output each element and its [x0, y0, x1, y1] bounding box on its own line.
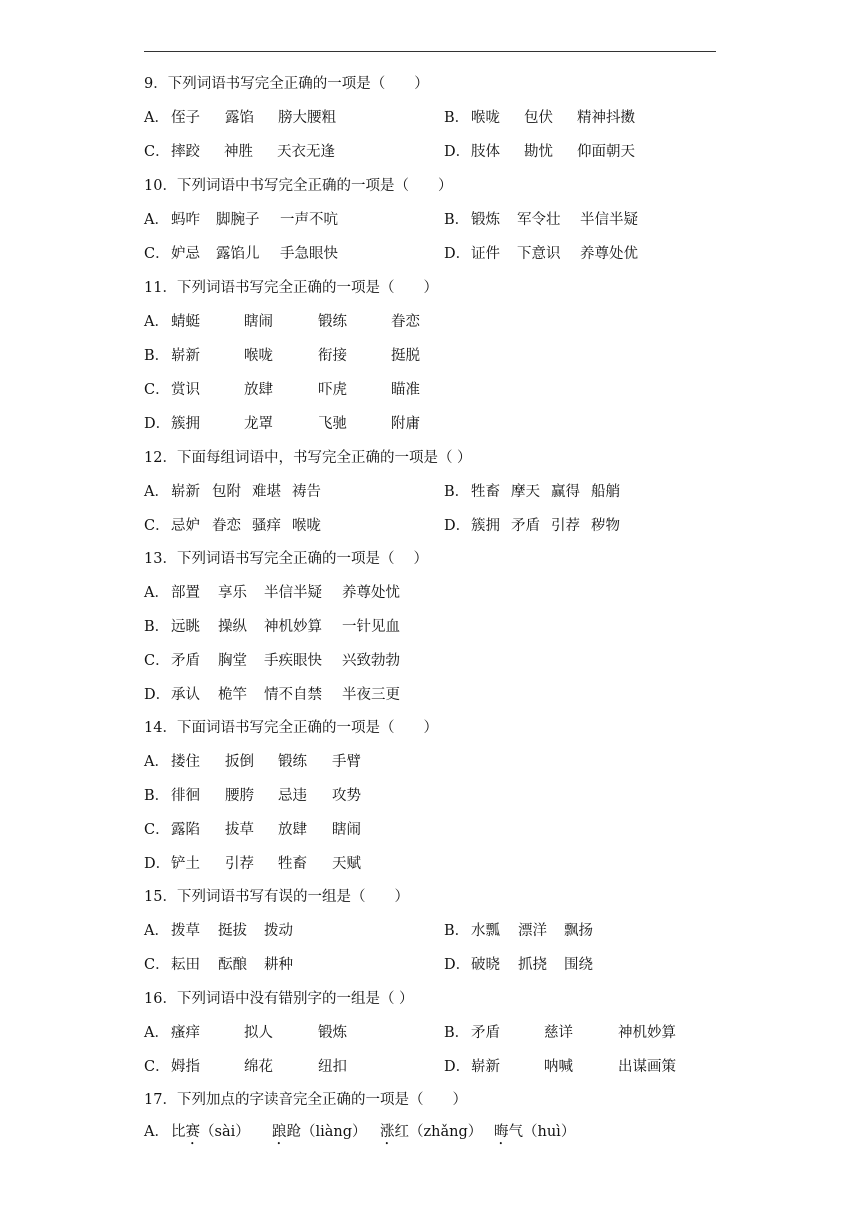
- q10-option-d[interactable]: [444, 242, 638, 263]
- option-letter: C．: [144, 144, 170, 160]
- word: 养尊处忧: [342, 585, 400, 601]
- word: 拟人: [244, 1025, 273, 1041]
- word: 忌违: [278, 788, 307, 804]
- word: 簇拥: [171, 416, 200, 432]
- word: 部置: [171, 585, 200, 601]
- dotted-char: 赛: [185, 1124, 200, 1140]
- word: 包伏: [524, 110, 553, 126]
- word: 崭新: [471, 1059, 500, 1075]
- question-15-stem: 15．下列词语书写有误的一组是（ ）: [144, 889, 409, 905]
- word: 忌妒: [171, 518, 200, 534]
- word: 耕种: [264, 957, 293, 973]
- option-letter: C．: [144, 957, 170, 973]
- q16-option-b[interactable]: [444, 1021, 676, 1042]
- option-letter: A．: [144, 923, 169, 939]
- dotted-char: 晦: [494, 1124, 509, 1140]
- word: 胸堂: [218, 653, 247, 669]
- word: 妒忌: [171, 246, 200, 262]
- q11-option-d[interactable]: [144, 412, 420, 433]
- option-letter: D．: [444, 144, 471, 160]
- word: 半信半疑: [580, 212, 638, 228]
- word: 手急眼快: [280, 246, 338, 262]
- word: 簇拥: [471, 518, 500, 534]
- q12-option-b[interactable]: [444, 480, 620, 501]
- dotted-char: 涨: [380, 1124, 395, 1140]
- q10-option-a[interactable]: [144, 208, 338, 229]
- word: 姆指: [171, 1059, 200, 1075]
- word: 远眺: [171, 619, 200, 635]
- char: 比: [171, 1124, 186, 1140]
- word: 吓虎: [318, 382, 347, 398]
- q11-option-a[interactable]: [144, 310, 420, 331]
- word: 神机妙算: [618, 1025, 676, 1041]
- header-rule: [144, 51, 716, 52]
- option-letter: A．: [144, 314, 169, 330]
- option-letter: B．: [444, 110, 470, 126]
- pinyin-item: [171, 1120, 250, 1148]
- word: 放肆: [244, 382, 273, 398]
- q12-option-d[interactable]: [444, 514, 620, 535]
- word: 包附: [212, 484, 241, 500]
- option-letter: C．: [144, 653, 170, 669]
- word: 飘扬: [564, 923, 593, 939]
- word: 赏识: [171, 382, 200, 398]
- word: 攻势: [332, 788, 361, 804]
- word: 徘徊: [171, 788, 200, 804]
- char: 跄: [286, 1124, 301, 1140]
- word: 肢体: [471, 144, 500, 160]
- q13-option-b[interactable]: [144, 615, 400, 636]
- option-letter: A．: [144, 212, 169, 228]
- question-13-stem: 13．下列词语书写完全正确的一项是（ ）: [144, 551, 429, 567]
- q9-option-b[interactable]: [444, 106, 635, 127]
- word: 祷告: [292, 484, 321, 500]
- q14-option-d[interactable]: [144, 852, 361, 873]
- word: 腰胯: [225, 788, 254, 804]
- option-letter: D．: [444, 1059, 471, 1075]
- word: 牲畜: [278, 856, 307, 872]
- word: 露馅: [225, 110, 254, 126]
- q13-option-d[interactable]: [144, 683, 400, 704]
- option-letter: C．: [144, 246, 170, 262]
- q17-option-a[interactable]: [144, 1120, 576, 1141]
- word: 引荐: [551, 518, 580, 534]
- option-letter: C．: [144, 1059, 170, 1075]
- q10-option-b[interactable]: [444, 208, 638, 229]
- option-letter: B．: [444, 484, 470, 500]
- word: 龙罩: [244, 416, 273, 432]
- word: 崭新: [171, 484, 200, 500]
- word: 一声不吭: [280, 212, 338, 228]
- word: 一针见血: [342, 619, 400, 635]
- q15-option-b[interactable]: [444, 919, 593, 940]
- word: 天赋: [332, 856, 361, 872]
- word: 扳倒: [225, 754, 254, 770]
- option-letter: A．: [144, 754, 169, 770]
- q13-option-a[interactable]: [144, 581, 400, 602]
- option-letter: D．: [444, 246, 471, 262]
- word: 精神抖擞: [577, 110, 635, 126]
- word: 喉咙: [471, 110, 500, 126]
- word: 摔跤: [171, 144, 200, 160]
- word: 兴致勃勃: [342, 653, 400, 669]
- option-letter: A．: [144, 1025, 169, 1041]
- option-letter: B．: [144, 348, 170, 364]
- word: 附庸: [391, 416, 420, 432]
- word: 慈详: [544, 1025, 573, 1041]
- q16-option-c[interactable]: [144, 1055, 347, 1076]
- word: 养尊处优: [580, 246, 638, 262]
- word: 蜻蜓: [171, 314, 200, 330]
- q9-option-a[interactable]: [144, 106, 336, 127]
- word: 出谋画策: [618, 1059, 676, 1075]
- word: 骚痒: [252, 518, 281, 534]
- word: 膀大腰粗: [278, 110, 336, 126]
- q11-option-c[interactable]: [144, 378, 420, 399]
- question-16-stem: 16．下列词语中没有错别字的一组是（ ）: [144, 991, 414, 1007]
- option-letter: A．: [144, 1124, 169, 1140]
- word: 眷恋: [212, 518, 241, 534]
- question-17-stem: 17．下列加点的字读音完全正确的一项是（ ）: [144, 1092, 467, 1108]
- word: 享乐: [218, 585, 247, 601]
- word: 围绕: [564, 957, 593, 973]
- word: 放肆: [278, 822, 307, 838]
- word: 矛盾: [511, 518, 540, 534]
- option-letter: B．: [444, 212, 470, 228]
- word: 手疾眼快: [264, 653, 322, 669]
- word: 纽扣: [318, 1059, 347, 1075]
- word: 摩天: [511, 484, 540, 500]
- word: 锻炼: [318, 1025, 347, 1041]
- word: 仰面朝天: [577, 144, 635, 160]
- option-letter: C．: [144, 382, 170, 398]
- word: 矛盾: [171, 653, 200, 669]
- word: 破晓: [471, 957, 500, 973]
- word: 露陷: [171, 822, 200, 838]
- word: 情不自禁: [264, 687, 322, 703]
- pinyin-item: [380, 1120, 482, 1148]
- word: 勘忧: [524, 144, 553, 160]
- q14-option-a[interactable]: [144, 750, 361, 771]
- pinyin-item: [272, 1120, 367, 1148]
- word: 衔接: [318, 348, 347, 364]
- option-letter: B．: [444, 1025, 470, 1041]
- option-letter: D．: [444, 957, 471, 973]
- option-letter: D．: [144, 416, 171, 432]
- word: 飞驰: [318, 416, 347, 432]
- word: 瞄准: [391, 382, 420, 398]
- word: 拨草: [171, 923, 200, 939]
- option-letter: D．: [144, 687, 171, 703]
- word: 瘙痒: [171, 1025, 200, 1041]
- question-14-stem: 14．下面词语书写完全正确的一项是（ ）: [144, 720, 438, 736]
- q10-option-c[interactable]: [144, 242, 338, 263]
- q12-option-c[interactable]: [144, 514, 321, 535]
- q14-option-b[interactable]: [144, 784, 361, 805]
- word: 眷恋: [391, 314, 420, 330]
- question-12-stem: 12．下面每组词语中，书写完全正确的一项是（ ）: [144, 450, 472, 466]
- word: 手臂: [332, 754, 361, 770]
- option-letter: C．: [144, 822, 170, 838]
- word: 露馅儿: [216, 246, 260, 262]
- q9-option-d[interactable]: [444, 140, 635, 161]
- word: 难堪: [252, 484, 281, 500]
- q14-option-c[interactable]: [144, 818, 361, 839]
- word: 水瓢: [471, 923, 500, 939]
- word: 搂住: [171, 754, 200, 770]
- char: 红: [394, 1124, 409, 1140]
- question-9-stem: 9．下列词语书写完全正确的一项是（ ）: [144, 76, 429, 92]
- word: 操纵: [218, 619, 247, 635]
- word: 瞎闹: [244, 314, 273, 330]
- word: 船艄: [591, 484, 620, 500]
- char: 气: [508, 1124, 523, 1140]
- word: 神机妙算: [264, 619, 322, 635]
- question-11-stem: 11．下列词语书写完全正确的一项是（ ）: [144, 280, 438, 296]
- word: 矛盾: [471, 1025, 500, 1041]
- word: 喉咙: [292, 518, 321, 534]
- dotted-char: 踉: [272, 1124, 287, 1140]
- word: 锻练: [318, 314, 347, 330]
- word: 抓挠: [518, 957, 547, 973]
- word: 锻炼: [471, 212, 500, 228]
- word: 绵花: [244, 1059, 273, 1075]
- word: 瞎闹: [332, 822, 361, 838]
- option-letter: A．: [144, 110, 169, 126]
- word: 挺拔: [218, 923, 247, 939]
- word: 天衣无逢: [277, 144, 335, 160]
- word: 呐喊: [544, 1059, 573, 1075]
- word: 证件: [471, 246, 500, 262]
- word: 牲畜: [471, 484, 500, 500]
- word: 锻练: [278, 754, 307, 770]
- q16-option-d[interactable]: [444, 1055, 676, 1076]
- option-letter: B．: [144, 788, 170, 804]
- word: 耘田: [171, 957, 200, 973]
- word: 下意识: [517, 246, 561, 262]
- word: 喉咙: [244, 348, 273, 364]
- option-letter: A．: [144, 585, 169, 601]
- q15-option-c[interactable]: [144, 953, 293, 974]
- word: 半信半疑: [264, 585, 322, 601]
- word: 半夜三更: [342, 687, 400, 703]
- q11-option-b[interactable]: [144, 344, 420, 365]
- word: 军令壮: [517, 212, 561, 228]
- pinyin: （huì）: [523, 1124, 576, 1140]
- word: 挺脱: [391, 348, 420, 364]
- option-letter: B．: [144, 619, 170, 635]
- option-letter: D．: [144, 856, 171, 872]
- word: 神胜: [224, 144, 253, 160]
- word: 引荐: [225, 856, 254, 872]
- word: 蚂咋: [171, 212, 200, 228]
- option-letter: D．: [444, 518, 471, 534]
- pinyin: （sài）: [200, 1124, 250, 1140]
- word: 承认: [171, 687, 200, 703]
- word: 铲土: [171, 856, 200, 872]
- word: 酝酿: [218, 957, 247, 973]
- word: 桅竿: [218, 687, 247, 703]
- pinyin: （liàng）: [301, 1124, 367, 1140]
- word: 崭新: [171, 348, 200, 364]
- word: 漂洋: [518, 923, 547, 939]
- word: 拔草: [225, 822, 254, 838]
- word: 拨动: [264, 923, 293, 939]
- word: 脚腕子: [216, 212, 260, 228]
- pinyin-item: [494, 1120, 575, 1148]
- option-letter: C．: [144, 518, 170, 534]
- q9-option-c[interactable]: [144, 140, 335, 161]
- pinyin: （zhǎng）: [409, 1124, 483, 1140]
- q16-option-a[interactable]: [144, 1021, 347, 1042]
- q15-option-a[interactable]: [144, 919, 293, 940]
- option-letter: B．: [444, 923, 470, 939]
- word: 秽物: [591, 518, 620, 534]
- q15-option-d[interactable]: [444, 953, 593, 974]
- q13-option-c[interactable]: [144, 649, 400, 670]
- word: 赢得: [551, 484, 580, 500]
- option-letter: A．: [144, 484, 169, 500]
- question-10-stem: 10．下列词语中书写完全正确的一项是（ ）: [144, 178, 453, 194]
- q12-option-a[interactable]: [144, 480, 321, 501]
- word: 侄子: [171, 110, 200, 126]
